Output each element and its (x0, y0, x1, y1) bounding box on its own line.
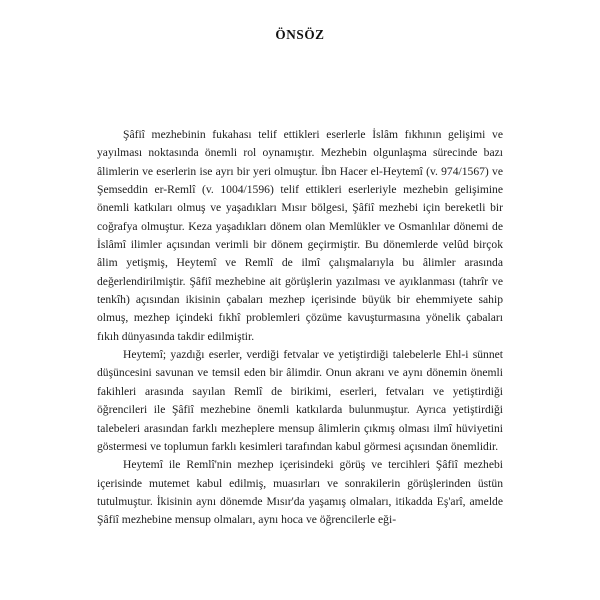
paragraph: Şâfiî mezhebinin fukahası telif ettikleri eserlerle İslâm fıkhının gelişimi ve yayılması noktasında önemli rol oynamıştır. Mezhebin olgunlaşma sürecinde bazı âlimlerin ve eserlerin ise ayrı bir yeri olmuştur. İbn Hacer el-Heytemî (v. 974/1567) ve Şemseddin er-Remlî (v. 1004/1596) telif ettikleri eserleriyle mezhebin gelişimine önemli katkıları olmuş ve yaşadıkları Mısır bölgesi, Şâfiî mezhebi için bereketli bir coğrafya olmuştur. Keza yaşadıkları dönem olan Memlükler ve Osmanlılar dönemi de İslâmî ilimler açısından verimli bir dönem geçirmiştir. Bu dönemlerde velûd birçok âlim yetişmiş, Heytemî ve Remlî de ilmî çalışmalarıyla bu âlimler arasında değerlendirilmiştir. Şâfiî mezhebine ait görüşlerin yazılması ve ayıklanması (tahrîr ve tenkîh) açısından ikisinin çabaları mezhep içerisinde büyük bir ehemmiyete sahip olmuş, mezhep içindeki fıkhî problemleri çözüme kavuşturmasına yönelik çabaları fıkıh dünyasında takdir edilmiştir. (97, 128, 503, 343)
paragraph: Heytemî; yazdığı eserler, verdiği fetvalar ve yetiştirdiği talebelerle Ehl-i sünnet düşüncesini savunan ve temsil eden bir âlimdir. Onun akranı ve aynı dönemin önemli fakihleri arasında sayılan Remlî de birikimi, eserleri, fetvaları ve yetiştirdiği öğrencileri ile Şâfiî mezhebine önemli katkılarda bulunmuştur. Ayrıca yetiştirdiği talebeleri arasından farklı mezheplere mensup âlimlerin çıkmış olması ilmî hüviyetini göstermesi ve toplumun farklı kesimleri tarafından kabul görmesi açısından önemlidir. (97, 348, 503, 453)
paragraph: Heytemî ile Remlî'nin mezhep içerisindeki görüş ve tercihleri Şâfiî mezhebi içerisinde mutemet kabul edilmiş, muasırları ve sonrakilerin görüşlerinden üstün tutulmuştur. İkisinin aynı dönemde Mısır'da yaşamış olmaları, itikadda Eş'arî, amelde Şâfiî mezhebine mensup olmaları, aynı hoca ve öğrencilerle eği- (97, 458, 503, 527)
body-text-block (97, 126, 503, 530)
page-title: ÖNSÖZ (275, 26, 325, 42)
